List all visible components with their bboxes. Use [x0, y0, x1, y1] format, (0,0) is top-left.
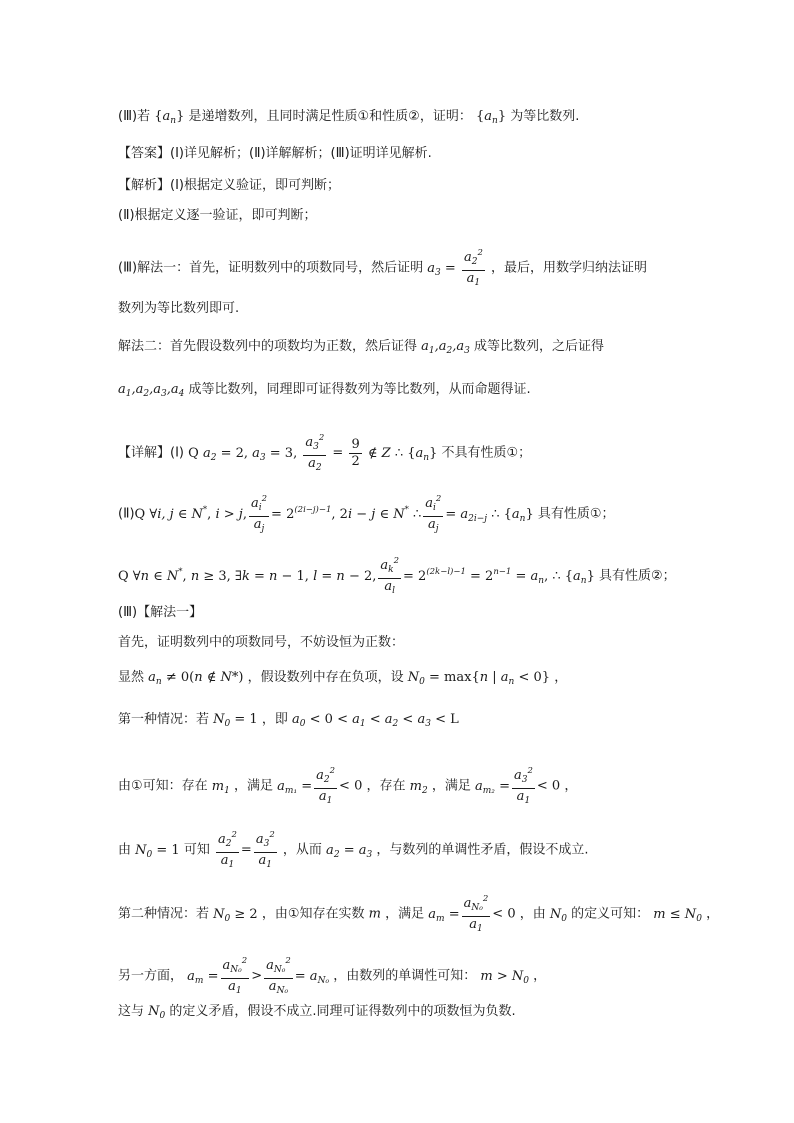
details-text: ，满足 [385, 906, 425, 922]
from1-line [118, 763, 577, 809]
details-text: ，由 [519, 906, 546, 922]
other-hand-line [118, 953, 546, 999]
analysis-text: 成等比数列，之后证得 [474, 339, 605, 354]
analysis-method2-line [118, 338, 604, 360]
analysis-text: (Ⅰ)根据定义验证，即可判断； [170, 178, 340, 193]
formula-am2: $a_{m_2}$ = [475, 778, 510, 796]
formula-lt0: < 0 [536, 778, 561, 794]
details-text: 具有性质①； [537, 506, 615, 522]
fraction-ai-sq-over-aj-2: $\frac{a_i^2}{a_j}$ [423, 491, 443, 537]
details-text: ， [564, 778, 578, 794]
part3-statement [118, 108, 579, 130]
fraction-aN0sq-over-a1: $\frac{a_{N_0}^2}{a_1}$ [221, 953, 250, 999]
details-text: ，假设数列中存在负项，设 [247, 670, 404, 685]
formula-a3: $a_3$ = [427, 260, 456, 278]
details-text: 具有性质②； [599, 568, 676, 584]
formula-am1: $a_{m_1}$ = [277, 778, 313, 796]
details-text: ，即 [261, 712, 288, 727]
formula-am: $a_m$ = [187, 968, 219, 986]
part-label: (Ⅱ) [118, 506, 135, 522]
formula-a2-eq-a3: $a_2 = a_3$ [326, 842, 373, 860]
statement-text-a: (Ⅲ)若 [118, 109, 151, 124]
details-text: 显然 [118, 670, 145, 685]
analysis-text: 数列为等比数列即可. [118, 301, 240, 316]
details-text: 由①可知：存在 [118, 778, 208, 794]
part3-p1 [118, 634, 404, 652]
sequence-an-symbol: $\{a_n\}$ [154, 109, 185, 126]
formula-part2: Q ∀i, j ∈ N*, i > j, [134, 504, 247, 522]
analysis-text: (Ⅲ)解法一：首先，证明数列中的项数同号，然后证明 [118, 260, 424, 276]
fraction-a2sq-over-a1: $\frac{a_2^2}{a_1}$ [462, 245, 485, 291]
part-label: (Ⅰ) [170, 445, 184, 461]
details-text: 这与 [118, 1004, 145, 1019]
formula-part2b: Q ∀n ∈ N*, n ≥ 3, ∃k = n − 1, l = n − 2, [118, 566, 377, 584]
part3-p2 [118, 669, 567, 691]
analysis-tag: 【解析】 [118, 178, 171, 193]
details-text: ，满足 [431, 778, 471, 794]
formula-part1-c: ∉ Z ∴ $\{a_n\}$ [367, 445, 438, 463]
fraction-a3sq-over-a1: $\frac{a_3^2}{a_1}$ [254, 827, 277, 873]
part3-heading [118, 604, 202, 622]
details-text: 另一方面， [118, 968, 184, 984]
answer-text: (Ⅰ)详见解析；(Ⅱ)详解解析；(Ⅲ)证明详见解析. [170, 146, 432, 161]
formula-chain: $a_0 < 0 < a_1 < a_2 < a_3 < L$ [292, 712, 459, 729]
details-tag: 【详解】 [118, 445, 171, 461]
analysis-line-2 [118, 207, 317, 225]
details-text: 的定义可知： [571, 906, 650, 922]
analysis-text: 成等比数列，同理即可证得数列为等比数列，从而命题得证. [188, 382, 531, 397]
formula-an-nonzero: $a_n \ne 0(n$ ∉ N*) [148, 670, 244, 687]
details-text: ，存在 [366, 778, 406, 794]
details-text: 由 [118, 842, 132, 858]
analysis-text: 解法二：首先假设数列中的项数均为正数，然后证得 [118, 339, 418, 354]
formula-N0-ge-2: $N_0 \ge 2$ [213, 906, 258, 924]
formula-N0-max: $N_0 = \max\{n$ | $a_n < 0$} [407, 670, 551, 687]
statement-text-c: 为等比数列. [510, 109, 580, 124]
fraction-ai-sq-over-aj: $\frac{a_i^2}{a_j}$ [249, 491, 269, 537]
details-part2 [118, 491, 615, 537]
formula-part2b-b: = $2^{(2k-l)-1} = 2^{n-1} = a_n$, ∴ $\{a_n\}$ [403, 566, 595, 586]
answer-line [118, 145, 432, 163]
formula-am: $a_m$ = [428, 906, 460, 924]
analysis-text: (Ⅱ)根据定义逐一验证，即可判断； [118, 208, 317, 223]
case2-line [118, 891, 719, 937]
fraction-a2sq-over-a1: $\frac{a_2^2}{a_1}$ [314, 763, 337, 809]
fraction-aN0sq-over-aN0: $\frac{a_{N_0}^2}{a_{N_0}}$ [264, 953, 293, 999]
details-text: ，与数列的单调性矛盾，假设不成立. [376, 842, 589, 858]
formula-N0: $N_0$ [549, 906, 567, 924]
fraction-a3sq-over-a1: $\frac{a_3^2}{a_1}$ [512, 763, 535, 809]
last-line [118, 1003, 516, 1025]
answer-tag: 【答案】 [118, 146, 171, 161]
details-text: ，从而 [282, 842, 322, 858]
details-text: 可知 [183, 842, 210, 858]
details-text: ， [554, 670, 568, 685]
analysis-line-1 [118, 177, 340, 195]
formula-part1-b: = [332, 445, 344, 461]
formula-m-gt-N0: $m > N_0$ [480, 968, 529, 986]
statement-text-b: 是递增数列，且同时满足性质①和性质②，证明： [188, 109, 472, 124]
formula-eq-aN0: = $a_{N_0}$ [294, 968, 330, 986]
formula-lt0: < 0 [492, 906, 516, 922]
formula-m-le-N0: $m \le N_0$ [653, 906, 702, 924]
details-text: 的定义矛盾，假设不成立.同理可证得数列中的项数恒为负数. [169, 1004, 516, 1019]
part3-heading-text: (Ⅲ)【解法一】 [118, 605, 203, 620]
details-text: 不具有性质①； [441, 445, 532, 461]
formula-N0-eq-1: $N_0 = 1$ [135, 842, 180, 860]
analysis-method1-line [118, 245, 647, 291]
fraction-ak-sq-over-al: $\frac{a_k^2}{a_l}$ [378, 553, 401, 599]
details-text: ，由①知存在实数 [261, 906, 365, 922]
formula-part2-c: = $a_{2i-j}$ ∴ $\{a_n\}$ [445, 506, 534, 524]
details-part1 [118, 430, 531, 476]
formula-gt: > [251, 968, 263, 984]
details-text: ，由数列的单调性可知： [333, 968, 477, 984]
formula-m: m [368, 906, 381, 922]
from2-line [118, 827, 589, 873]
case1-line [118, 711, 459, 733]
fraction-a3sq-over-a2: $\frac{a_3^2}{a_2}$ [303, 430, 326, 476]
fraction-a2sq-over-a1: $\frac{a_2^2}{a_1}$ [216, 827, 239, 873]
formula-a1a2a3: $a_1,a_2,a_3$ [421, 339, 470, 356]
details-text: ，满足 [234, 778, 274, 794]
fraction-9-over-2: $\frac{9}{2}$ [351, 436, 360, 469]
details-text: ， [706, 906, 720, 922]
details-text: 第一种情况：若 [118, 712, 210, 727]
analysis-text: ，最后，用数学归纳法证明 [491, 260, 648, 276]
formula-N0-eq-1: $N_0 = 1$ [213, 712, 258, 729]
formula-part2-b: = $2^{(2i-j)-1}$, 2i − j ∈ N* ∴ [271, 504, 422, 522]
formula-lt0: < 0 [339, 778, 363, 794]
details-text: ， [533, 968, 547, 984]
formula-N0: $N_0$ [148, 1004, 166, 1021]
fraction-aN0sq-over-a1: $\frac{a_{N_0}^2}{a_1}$ [462, 891, 491, 937]
details-text: 首先，证明数列中的项数同号，不妨设恒为正数： [118, 635, 405, 650]
details-part2b [118, 553, 676, 599]
details-text: 第二种情况：若 [118, 906, 210, 922]
analysis-method2-line-2 [118, 381, 531, 403]
sequence-an-symbol: $\{a_n\}$ [475, 109, 507, 126]
formula-m1: $m_1$ [211, 778, 230, 796]
formula-eq: = [240, 842, 252, 858]
formula-part1: Q $a_2 = 2$, $a_3 = 3$, [188, 445, 298, 463]
formula-m2: $m_2$ [409, 778, 428, 796]
analysis-method1-line-2 [118, 300, 239, 318]
formula-a1a2a3a4: $a_1,a_2,a_3,a_4$ [118, 382, 185, 399]
